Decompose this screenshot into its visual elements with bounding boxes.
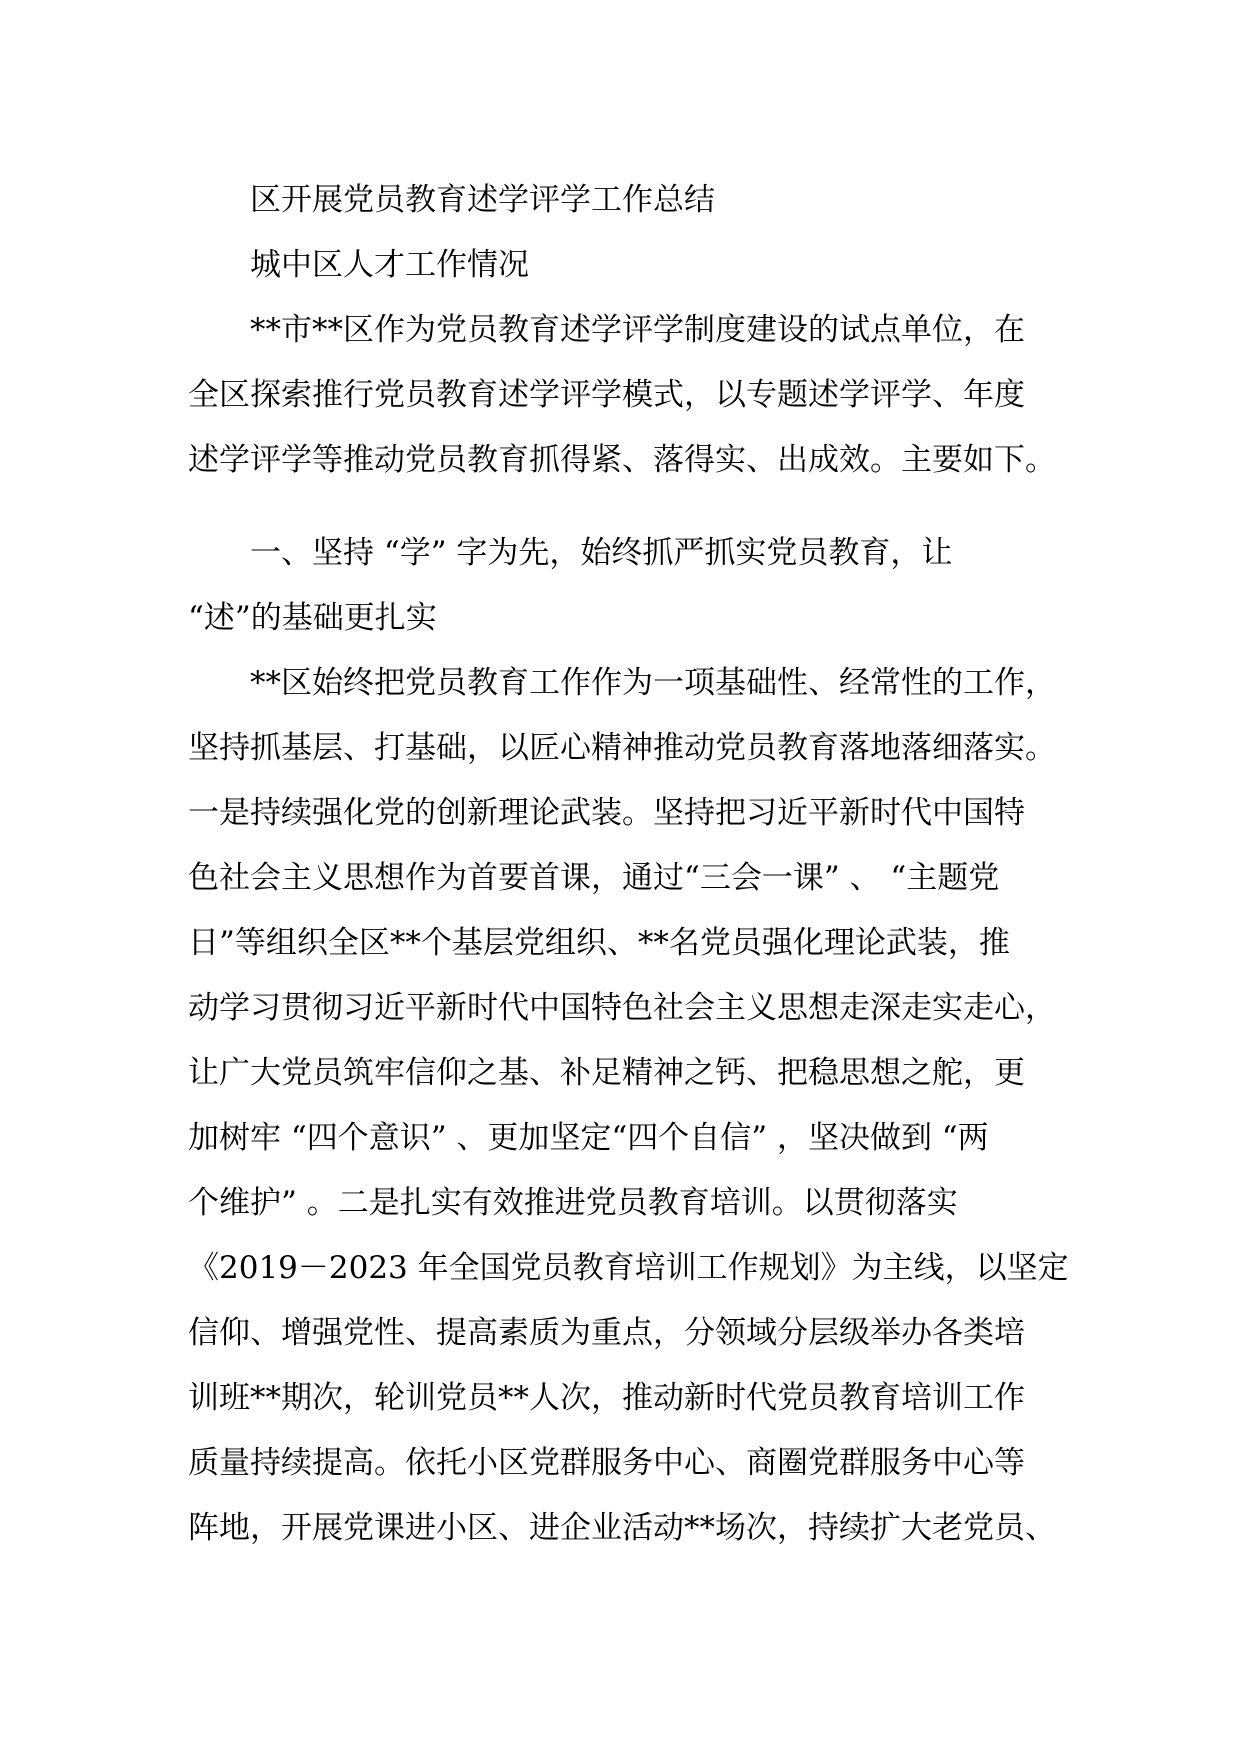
text-line: 个维护” 。二是扎实有效推进党员教育培训。以贯彻落实 <box>188 1185 958 1221</box>
section-heading <box>188 521 1088 651</box>
text-line: 动学习贯彻习近平新时代中国特色社会主义思想走深走实走心， <box>188 990 1056 1026</box>
paragraph-gap <box>188 493 1088 521</box>
text-line: **市**区作为党员教育述学评学制度建设的试点单位，在 <box>250 312 1025 348</box>
text-line: 一是持续强化党的创新理论武装。坚持把习近平新时代中国特 <box>188 795 1025 831</box>
document-body <box>188 168 1088 1561</box>
document-title: 区开展党员教育述学评学工作总结 <box>250 182 715 218</box>
text-line: 训班**期次，轮训党员**人次，推动新时代党员教育培训工作 <box>188 1380 1025 1416</box>
text-line: 让广大党员筑牢信仰之基、补足精神之钙、把稳思想之舵，更 <box>188 1055 1025 1091</box>
text-line: 日”等组织全区**个基层党组织、**名党员强化理论武装，推 <box>188 925 1010 961</box>
text-line: 全区探索推行党员教育述学评学模式，以专题述学评学、年度 <box>188 377 1025 413</box>
text-line: 色社会主义思想作为首要首课，通过“三会一课” 、 “主题党 <box>188 860 1000 896</box>
body-paragraph <box>188 651 1088 1561</box>
document-subtitle: 城中区人才工作情况 <box>250 247 529 283</box>
text-line: 一、坚持 “学” 字为先，始终抓严抓实党员教育，让 <box>250 535 953 571</box>
text-line: **区始终把党员教育工作作为一项基础性、经常性的工作， <box>250 665 1056 701</box>
text-line: “述”的基础更扎实 <box>188 600 437 636</box>
text-line: 坚持抓基层、打基础，以匠心精神推动党员教育落地落细落实。 <box>188 730 1056 766</box>
text-line: 《2019－2023 年全国党员教育培训工作规划》为主线，以坚定 <box>188 1250 1069 1286</box>
text-line: 述学评学等推动党员教育抓得紧、落得实、出成效。主要如下。 <box>188 442 1056 478</box>
text-line: 质量持续提高。依托小区党群服务中心、商圈党群服务中心等 <box>188 1445 1025 1481</box>
text-line: 信仰、增强党性、提高素质为重点，分领域分层级举办各类培 <box>188 1315 1025 1351</box>
text-line: 加树牢 “四个意识” 、更加坚定“四个自信” ，坚决做到 “两 <box>188 1120 989 1156</box>
intro-paragraph <box>188 298 1088 493</box>
text-line: 阵地，开展党课进小区、进企业活动**场次，持续扩大老党员、 <box>188 1510 1056 1546</box>
